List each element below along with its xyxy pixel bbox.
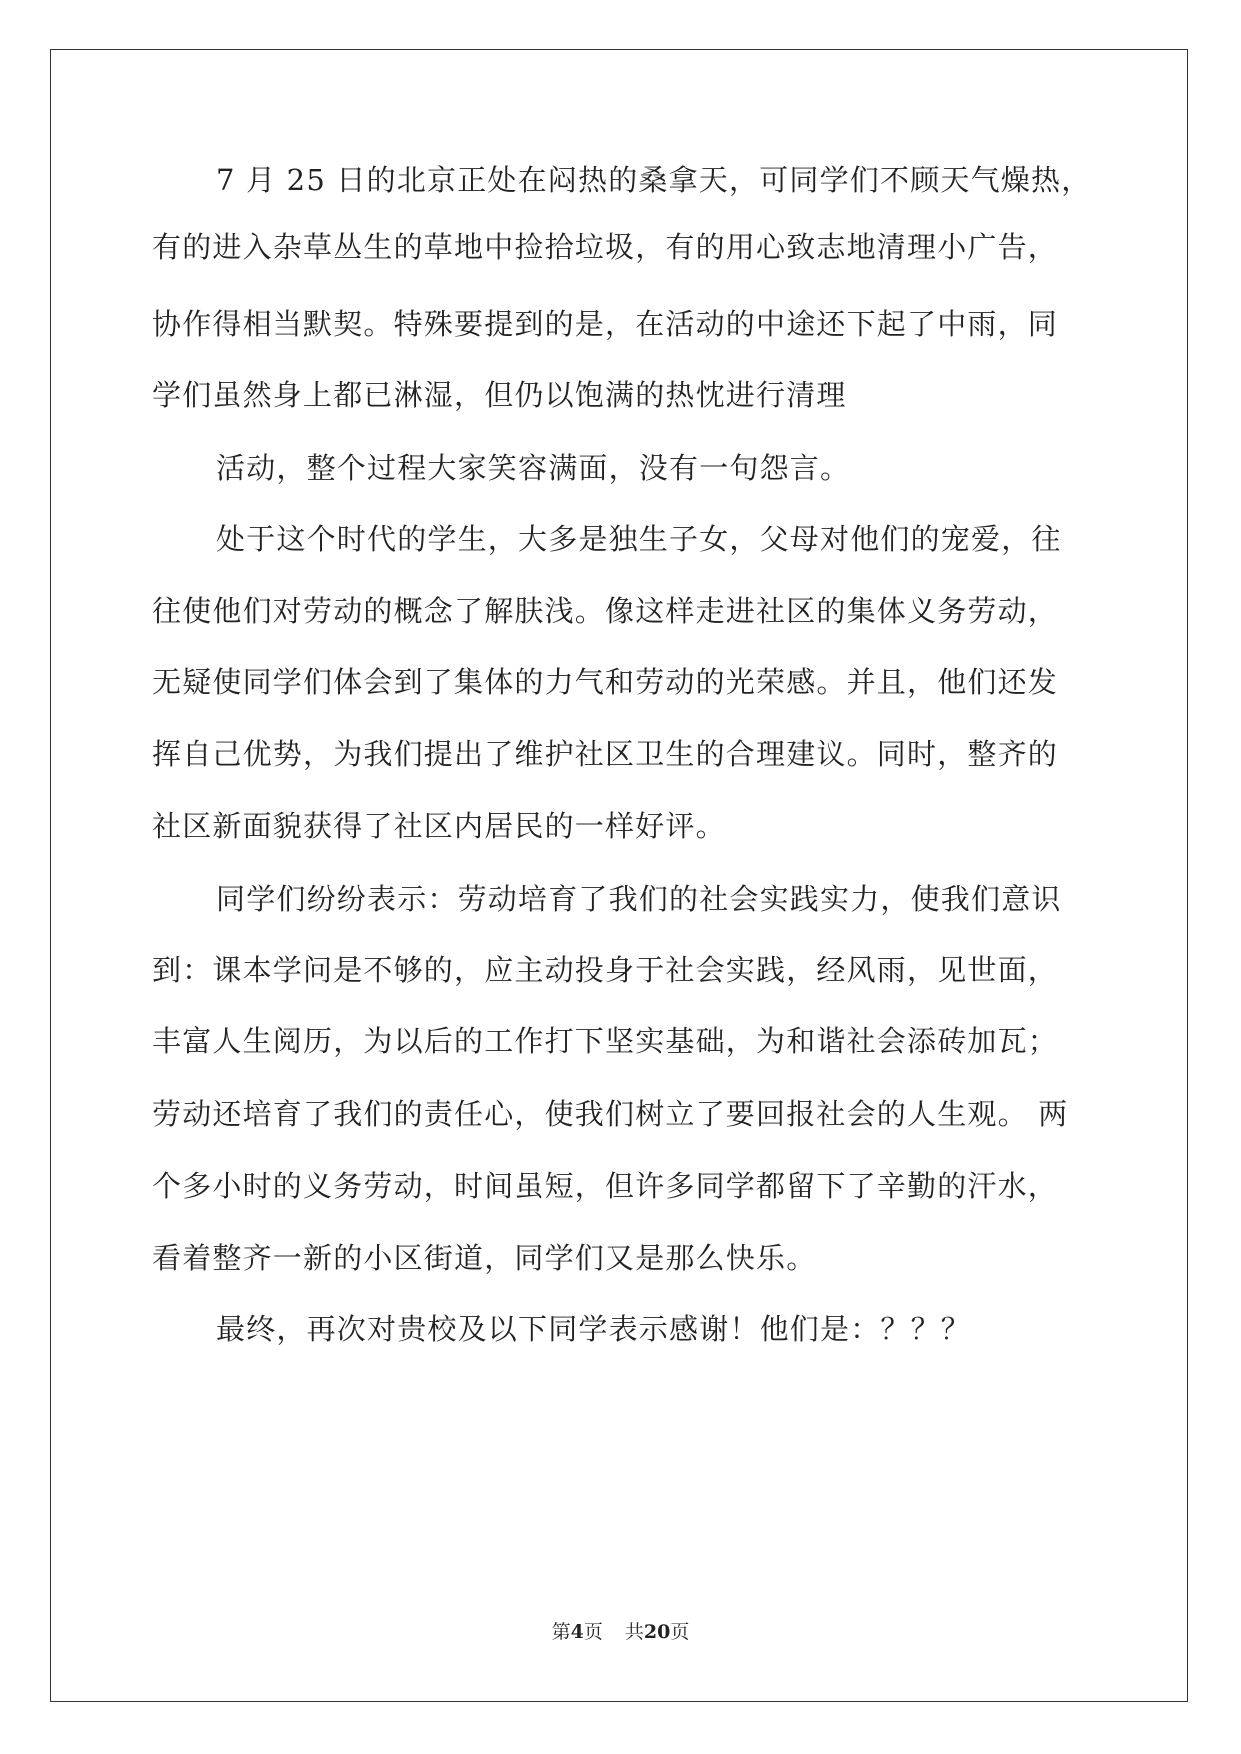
page-number: 4	[570, 1621, 584, 1643]
paragraph-line: 最终，再次对贵校及以下同学表示感谢！他们是：？？？	[216, 1312, 972, 1346]
paragraph-line: 学们虽然身上都已淋湿，但仍以饱满的热忱进行清理	[152, 378, 847, 412]
paragraph-line: 个多小时的义务劳动，时间虽短，但许多同学都留下了辛勤的汗水，	[152, 1169, 1059, 1203]
page-footer	[0, 1620, 1241, 1644]
paragraph-line: 无疑使同学们体会到了集体的力气和劳动的光荣感。并且，他们还发	[152, 665, 1059, 699]
paragraph-line: 有的进入杂草丛生的草地中捡拾垃圾，有的用心致志地清理小广告，	[152, 230, 1059, 264]
paragraph-line: 活动，整个过程大家笑容满面，没有一句怨言。	[216, 451, 851, 485]
paragraph-line: 同学们纷纷表示：劳动培育了我们的社会实践实力，使我们意识	[216, 882, 1062, 916]
total-suffix: 页	[670, 1621, 690, 1643]
paragraph-line: 丰富人生阅历，为以后的工作打下坚实基础，为和谐社会添砖加瓦；	[152, 1024, 1059, 1058]
total-pages: 20	[643, 1621, 671, 1643]
paragraph-line: 到：课本学问是不够的，应主动投身于社会实践，经风雨，见世面，	[152, 953, 1059, 987]
paragraph-line: 社区新面貌获得了社区内居民的一样好评。	[152, 809, 726, 843]
paragraph-line: 7 月 25 日的北京正处在闷热的桑拿天，可同学们不顾天气燥热，	[216, 163, 1092, 197]
page-prefix: 第	[551, 1621, 571, 1643]
page-border	[50, 49, 1188, 1702]
paragraph-line: 协作得相当默契。特殊要提到的是，在活动的中途还下起了中雨，同	[152, 307, 1059, 341]
paragraph-line: 劳动还培育了我们的责任心，使我们树立了要回报社会的人生观。 两	[152, 1097, 1069, 1131]
paragraph-line: 挥自己优势，为我们提出了维护社区卫生的合理建议。同时，整齐的	[152, 737, 1059, 771]
page-suffix: 页	[583, 1621, 603, 1643]
total-prefix: 共	[624, 1621, 644, 1643]
paragraph-line: 往使他们对劳动的概念了解肤浅。像这样走进社区的集体义务劳动，	[152, 594, 1059, 628]
paragraph-line: 看着整齐一新的小区街道，同学们又是那么快乐。	[152, 1241, 817, 1275]
paragraph-line: 处于这个时代的学生，大多是独生子女，父母对他们的宠爱，往	[216, 522, 1062, 556]
